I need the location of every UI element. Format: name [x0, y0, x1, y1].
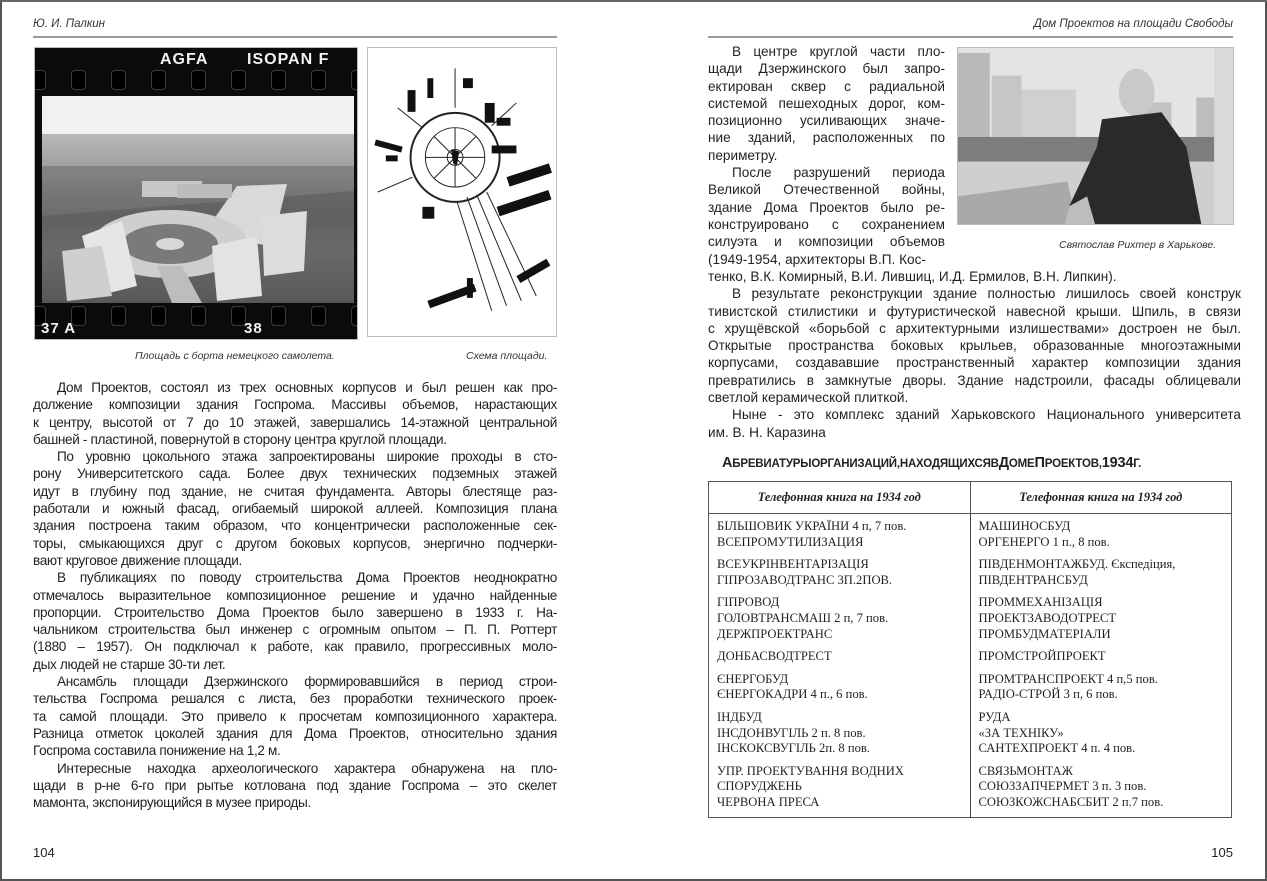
organization-name: ІНСДОНВУГІЛЬ 2 п. 8 пов. [717, 725, 866, 740]
organization-name: ПРОММЕХАНІЗАЦІЯ [978, 595, 1103, 610]
text-line: пропорции. Строительство Дома Проектов было завершено в 1933 г. На- [33, 604, 557, 620]
paragraph [33, 760, 557, 812]
table-cell [709, 761, 971, 817]
text-line: должение композиции здания Госпрома. Массивы объемов, нарастающих [33, 397, 557, 413]
text-line: им. В. Н. Каразина [708, 424, 826, 440]
organization-name: СОЮЗКОЖСНАБСБИТ 2 п.7 пов. [978, 794, 1164, 809]
table-row [709, 761, 1232, 817]
text-line: (1949-1954, архитекторы В.П. Кос- [708, 251, 926, 267]
organization-name: СОЮЗЗАПЧЕРМЕТ 3 п. 3 пов. [978, 779, 1147, 794]
title-smallcaps: БРЕВИАТУРЫ [732, 458, 812, 470]
film-perforation-icon [151, 70, 166, 90]
text-line: к центру, высотой от 7 до 10 этажей, завершались 14-этажной центральной [33, 414, 557, 430]
right-page-column-text [708, 43, 945, 268]
aerial-photo-graphic [42, 96, 354, 303]
organization-name: ЄНЕРГОБУД [717, 671, 789, 686]
title-capital: А [722, 455, 733, 471]
table-cell [709, 592, 971, 646]
organization-name: МАШИНОСБУД [978, 519, 1071, 533]
page-number-left: 104 [33, 845, 55, 860]
text-line: щади Дзержинского был запро- [708, 61, 945, 77]
film-perforation-icon [111, 306, 126, 326]
left-page-body-text [33, 379, 557, 811]
text-line: та самой площади. Это привело к просчетам композиционного характера. [33, 708, 557, 724]
film-perforation-icon [231, 70, 246, 90]
table-cell [709, 669, 971, 707]
paragraph [33, 673, 557, 759]
table-title [722, 455, 1141, 471]
text-line: дых людей не старше 30-ти лет. [33, 656, 226, 672]
film-photo-caption: Площадь с борта немецкого самолета. [135, 350, 335, 362]
richter-photo-caption: Святослав Рихтер в Харькове. [1059, 239, 1217, 251]
paragraph [708, 268, 1241, 285]
richter-photo-graphic [958, 48, 1233, 224]
table-row [709, 707, 1232, 761]
text-line: В центре круглой части пло- [732, 44, 945, 59]
organizations-table [708, 481, 1232, 818]
organization-name: ЧЕРВОНА ПРЕСА [717, 794, 820, 809]
title-capital: П [1034, 455, 1045, 471]
organization-name: ПРОМБУДМАТЕРІАЛИ [978, 626, 1111, 641]
text-line: здание Дома Проектов было ре- [708, 199, 945, 215]
table-header-cell: Телефонная книга на 1934 год [709, 482, 971, 514]
film-frame-number-left: 37 A [41, 320, 77, 337]
film-strip-photo [34, 47, 358, 340]
title-smallcaps: В [990, 458, 999, 470]
text-line: Разница отметок цоколей здания для Дома Проектов, относительно здания [33, 725, 557, 741]
text-line: По уровню цокольного этажа запроектированы широкие проходы в сто- [57, 449, 557, 465]
table-cell [970, 514, 1232, 555]
text-line: тенко, В.К. Комирный, В.И. Лившиц, И.Д. Ермилов, В.Н. Липкин). [708, 269, 1117, 284]
page-number-right: 105 [1211, 845, 1233, 860]
paragraph [708, 164, 945, 268]
title-smallcaps: ОМЕ [1008, 458, 1035, 470]
organization-name: «ЗА ТЕХНІКУ» [978, 725, 1064, 740]
film-perforation-icon [311, 306, 326, 326]
organization-name: ГОЛОВТРАНСМАШ 2 п, 7 пов. [717, 610, 889, 625]
title-smallcaps: ОРГАНИЗАЦИЙ, [811, 458, 900, 470]
paragraph [33, 448, 557, 569]
text-line: башней - пластиной, повернутой в сторону центра круглой площади. [33, 431, 447, 447]
text-line: В публикациях по поводу строительства Дома Проектов неоднократно [57, 570, 557, 586]
text-line: ние зданий, расположенных по [708, 130, 945, 146]
film-perforation-icon [271, 70, 286, 90]
richter-photo [957, 47, 1234, 225]
text-line: с хрущёвской «борьбой с архитектурными излишествами» достроен не был. [708, 320, 1241, 336]
organization-name: ПІВДЕНТРАНСБУД [978, 572, 1088, 587]
text-line: рону Университетского сада. Более двух технических подземных этажей [33, 466, 557, 482]
text-line: конструировано с сохранением [708, 216, 945, 232]
organization-name: ВСЕУКРІНВЕНТАРІЗАЦІЯ [717, 557, 869, 572]
table-header-cell: Телефонная книга на 1934 год [970, 482, 1232, 514]
running-head-title: Дом Проектов на площади Свободы [1033, 18, 1233, 30]
text-line: тивистской стилистики и футуристической навесной крыши. Шпиль, в связи [708, 303, 1241, 319]
square-scheme-drawing [367, 47, 557, 337]
text-line: тельства Госпрома решался с листа, без проработки технического проек- [33, 691, 557, 707]
organization-name: РАДІО-СТРОЙ 3 п, 6 пов. [978, 687, 1118, 702]
organization-name: РУДА [978, 709, 1011, 724]
organization-name: САНТЕХПРОЕКТ 4 п. 4 пов. [978, 741, 1136, 756]
table-row [709, 592, 1232, 646]
text-line: отмечалось выразительное композиционное решение и удачно найденные [33, 587, 557, 603]
organization-name: ПРОМТРАНСПРОЕКТ 4 п,5 пов. [978, 671, 1158, 686]
table-row [709, 669, 1232, 707]
text-line: ектирован сквер с радиальной [708, 78, 945, 94]
film-perforation-icon [351, 306, 358, 326]
header-rule [33, 36, 557, 38]
text-line: Ансамбль площади Дзержинского формировавшийся в период строи- [57, 674, 557, 690]
table-row [709, 646, 1232, 669]
text-line: системой пешеходных дорог, ком- [708, 95, 945, 111]
title-smallcaps: НАХОДЯЩИХСЯ [899, 458, 991, 470]
organization-name: СВЯЗЬМОНТАЖ [978, 763, 1073, 778]
text-line: Открытые пространства боковых крыльев, образованные многоэтажными [708, 338, 1241, 354]
text-line: щади в р-не 6-го при рытье котлована под здание Госпрома – это скелет [33, 777, 557, 793]
film-perforation-icon [191, 306, 206, 326]
title-smallcaps: РОЕКТОВ, [1044, 458, 1102, 470]
organization-name: ПРОЕКТЗАВОДОТРЕСТ [978, 610, 1117, 625]
table-cell [970, 761, 1232, 817]
table-cell [709, 707, 971, 761]
paragraph [33, 569, 557, 673]
text-line: чальником строительства был инженер с огромным опытом – П. П. Роттерт [33, 622, 557, 638]
organization-name: ПРОМСТРОЙПРОЕКТ [978, 649, 1106, 664]
table-row [709, 514, 1232, 555]
organization-name: ДЕРЖПРОЕКТРАНС [717, 626, 833, 641]
film-frame-number-right: 38 [244, 320, 263, 337]
text-line: вают круговое движение площади. [33, 552, 242, 568]
text-line: Интересные находка археологического характера обнаружена на пло- [57, 760, 557, 776]
organization-name: ІНСКОКСВУГІЛЬ 2п. 8 пов. [717, 741, 870, 756]
organization-name: ДОНБАСВОДТРЕСТ [717, 649, 832, 664]
text-line: Великой Отечественной войны, [708, 182, 945, 198]
text-line: идут в глубину под здание, не считая фундамента. Авторы блестяще раз- [33, 483, 557, 499]
text-line: работали и южный фасад, огибаемый широкой аллеей. Композиция плана [33, 501, 557, 517]
film-perforation-icon [71, 70, 86, 90]
organization-name: ГІПРОЗАВОДТРАНС 3П.2ПОВ. [717, 572, 893, 587]
organization-name: ПІВДЕНМОНТАЖБУД. Єкспедіция, [978, 557, 1176, 572]
title-smallcaps: Г. [1133, 458, 1142, 470]
running-head-author: Ю. И. Палкин [33, 18, 106, 30]
table-cell [709, 514, 971, 555]
header-rule [708, 36, 1233, 38]
film-type-label: ISOPAN F [247, 51, 330, 68]
film-perforation-icon [151, 306, 166, 326]
paragraph [708, 406, 1241, 441]
paragraph [33, 379, 557, 448]
text-line: Госпрома составила понижение на 1,2 м. [33, 743, 281, 759]
aerial-photo [42, 96, 354, 303]
organization-name: ВСЕПРОМУТИЛИЗАЦИЯ [717, 534, 864, 549]
text-line: мамонта, экспонирующийся в музее природы. [33, 795, 311, 811]
paragraph [708, 43, 945, 164]
text-line: периметру. [708, 147, 778, 163]
paragraph [708, 285, 1241, 406]
text-line: позиционно усиливающих значе- [708, 113, 945, 129]
title-capital: Д [998, 455, 1009, 471]
text-line: здания построена таким образом, что концентрически расположенные сек- [33, 518, 557, 534]
organization-name: ІНДБУД [717, 709, 762, 724]
text-line: светлой керамической плиткой. [708, 390, 909, 406]
table-row [709, 554, 1232, 592]
text-line: корпусами, создававшие пространственный характер композиции здания [708, 355, 1241, 371]
film-perforation-icon [191, 70, 206, 90]
text-line: торы, смыкающихся друг с другом боковых корпусов, энергично подчерки- [33, 535, 557, 551]
text-line: силуэта и композиции объемов [708, 234, 945, 250]
table-cell [970, 707, 1232, 761]
film-perforation-icon [311, 70, 326, 90]
organization-name: СПОРУДЖЕНЬ [717, 779, 802, 794]
text-line: В результате реконструкции здание полностью лишилось своей конструк [732, 286, 1241, 302]
text-line: После разрушений периода [732, 165, 945, 181]
table-cell [709, 646, 971, 669]
film-perforation-icon [34, 70, 46, 90]
title-capital: 1934 [1101, 455, 1134, 471]
organization-name: ГІПРОВОД [717, 595, 780, 610]
organization-name: БІЛЬШОВИК УКРАЇНИ 4 п, 7 пов. [717, 519, 907, 533]
text-line: Ныне - это комплекс зданий Харьковского Национального университета [732, 407, 1241, 423]
table-cell [970, 554, 1232, 592]
table-cell [970, 646, 1232, 669]
film-perforation-icon [111, 70, 126, 90]
text-line: превратились в замкнутые дворы. Здание надстроили, фасады облицевали [708, 372, 1241, 388]
square-scheme-graphic [368, 48, 556, 336]
table-cell [970, 669, 1232, 707]
film-perforation-icon [271, 306, 286, 326]
table-cell [970, 592, 1232, 646]
text-line: (1880 – 1957). Он подключал к работе, как правило, прогрессивных моло- [33, 639, 557, 655]
table-cell [709, 554, 971, 592]
organization-name: ЄНЕРГОКАДРИ 4 п., 6 пов. [717, 687, 868, 702]
right-page-body-text [708, 268, 1241, 441]
scheme-caption: Схема площади. [466, 350, 548, 362]
organization-name: ОРГЕНЕРГО 1 п., 8 пов. [978, 534, 1110, 549]
organization-name: УПР. ПРОЕКТУВАННЯ ВОДНИХ [717, 763, 904, 778]
text-line: Дом Проектов, состоял из трех основных корпусов и был решен как про- [57, 380, 557, 395]
table-header-row [709, 482, 1232, 514]
film-brand-label: AGFA [160, 51, 209, 68]
film-perforation-icon [351, 70, 358, 90]
